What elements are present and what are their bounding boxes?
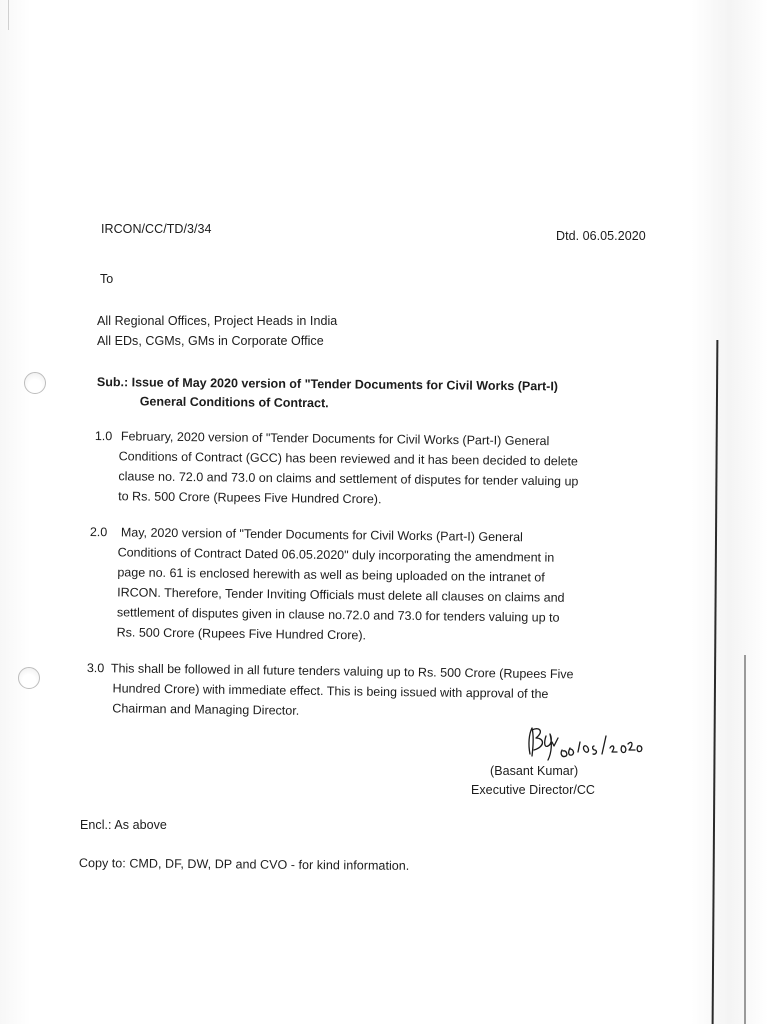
signer-designation: Executive Director/CC xyxy=(471,783,595,797)
paragraph-2 xyxy=(89,522,670,649)
paragraph-number: 1.0 xyxy=(94,428,113,444)
paragraph-line: Chairman and Managing Director. xyxy=(112,701,300,718)
enclosure-note: Encl.: As above xyxy=(80,818,167,832)
copy-to-note: Copy to: CMD, DF, DW, DP and CVO - for kind information. xyxy=(78,855,410,873)
addressee-line: All EDs, CGMs, GMs in Corporate Office xyxy=(97,334,324,348)
subject xyxy=(97,373,677,417)
paragraph-line: May, 2020 version of "Tender Documents for Civil Works (Part-I) General xyxy=(120,525,523,545)
letter-date: Dtd. 06.05.2020 xyxy=(556,229,646,243)
paragraph-number: 3.0 xyxy=(86,660,105,676)
signer-name: (Basant Kumar) xyxy=(490,764,579,778)
punch-hole-icon xyxy=(18,667,40,689)
paragraph-number: 2.0 xyxy=(89,524,108,540)
punch-hole-icon xyxy=(24,372,46,394)
subject-line: Sub.: Issue of May 2020 version of "Tender Documents for Civil Works (Part-I) xyxy=(96,374,559,394)
subject-line: General Conditions of Contract. xyxy=(139,394,329,411)
page-edge-line-secondary xyxy=(744,655,746,1024)
paragraph-line: to Rs. 500 Crore (Rupees Five Hundred Crore). xyxy=(118,489,382,507)
paragraph-line: Hundred Crore) with immediate effect. This is being issued with approval of the xyxy=(112,681,549,702)
to-label: To xyxy=(100,272,114,286)
paragraph-line: Conditions of Contract Dated 06.05.2020" duly incorporating the amendment in xyxy=(117,545,555,565)
paragraph-line: clause no. 72.0 and 73.0 on claims and settlement of disputes for tender valuing up xyxy=(118,469,579,489)
scan-mark xyxy=(8,0,9,30)
paragraph-line: Rs. 500 Crore (Rupees Five Hundred Crore). xyxy=(116,625,367,643)
paragraph-line: settlement of disputes given in clause no.72.0 and 73.0 for tenders valuing up to xyxy=(116,605,560,625)
page-edge-line xyxy=(712,340,719,1024)
paragraph-line: page no. 61 is enclosed herewith as well as being uploaded on the intranet of xyxy=(117,565,545,585)
paragraph-3 xyxy=(86,658,667,726)
paragraph-line: This shall be followed in all future tenders valuing up to Rs. 500 Crore (Rupees Five xyxy=(110,661,574,682)
reference-number: IRCON/CC/TD/3/34 xyxy=(101,222,212,236)
paragraph-line: Conditions of Contract (GCC) has been reviewed and it has been decided to delete xyxy=(118,449,579,469)
paragraph-1 xyxy=(94,426,675,513)
paragraph-line: IRCON. Therefore, Tender Inviting Officials must delete all clauses on claims and xyxy=(117,585,565,605)
paragraph-line: February, 2020 version of "Tender Documents for Civil Works (Part-I) General xyxy=(120,429,550,449)
addressee-line: All Regional Offices, Project Heads in India xyxy=(97,314,338,328)
